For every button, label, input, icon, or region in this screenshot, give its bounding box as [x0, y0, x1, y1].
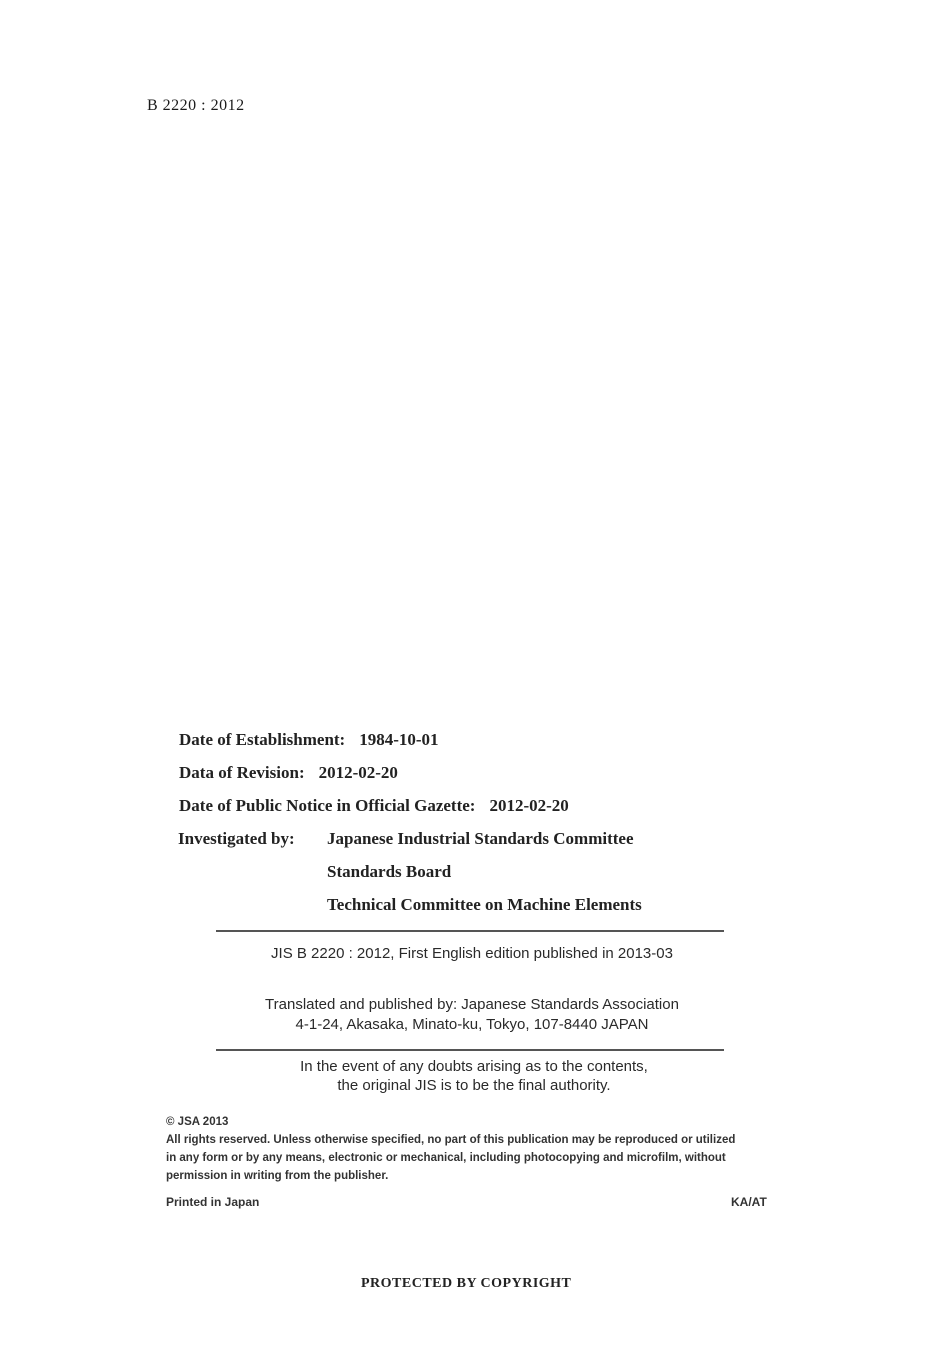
publisher-line-1: Translated and published by: Japanese Standards Association — [265, 996, 679, 1013]
authority-line-1: In the event of any doubts arising as to the contents, — [300, 1058, 648, 1075]
edition-statement: JIS B 2220 : 2012, First English edition published in 2013-03 — [271, 945, 673, 962]
rights-line-1: All rights reserved. Unless otherwise specified, no part of this publication may be reproduced or utilized — [166, 1134, 736, 1146]
investigated-board: Standards Board — [327, 862, 452, 881]
investigated-label: Investigated by: — [178, 829, 295, 848]
establishment-row — [179, 730, 439, 750]
document-number: B 2220 : 2012 — [147, 97, 245, 114]
print-code: KA/AT — [731, 1195, 767, 1209]
investigated-committee: Japanese Industrial Standards Committee — [327, 829, 634, 848]
printed-in: Printed in Japan — [166, 1195, 260, 1209]
establishment-date: 1984-10-01 — [359, 730, 439, 749]
revision-label: Data of Revision: — [179, 763, 305, 782]
public-notice-date: 2012-02-20 — [489, 796, 569, 815]
public-notice-label: Date of Public Notice in Official Gazette: — [179, 796, 476, 815]
copyright-footer: PROTECTED BY COPYRIGHT — [361, 1276, 572, 1291]
publisher-address: 4-1-24, Akasaka, Minato-ku, Tokyo, 107-8440 JAPAN — [295, 1016, 649, 1033]
revision-date: 2012-02-20 — [318, 763, 398, 782]
public-notice-row — [179, 796, 569, 816]
copyright-notice: © JSA 2013 — [166, 1116, 229, 1128]
divider-top — [216, 930, 724, 932]
divider-bottom — [216, 1049, 724, 1051]
investigated-technical-committee: Technical Committee on Machine Elements — [327, 895, 642, 914]
authority-line-2: the original JIS is to be the final authority. — [337, 1077, 611, 1094]
rights-line-2: in any form or by any means, electronic or mechanical, including photocopying and microfilm, without — [166, 1152, 726, 1164]
rights-line-3: permission in writing from the publisher. — [166, 1170, 389, 1182]
revision-row — [179, 763, 398, 783]
establishment-label: Date of Establishment: — [179, 730, 346, 749]
